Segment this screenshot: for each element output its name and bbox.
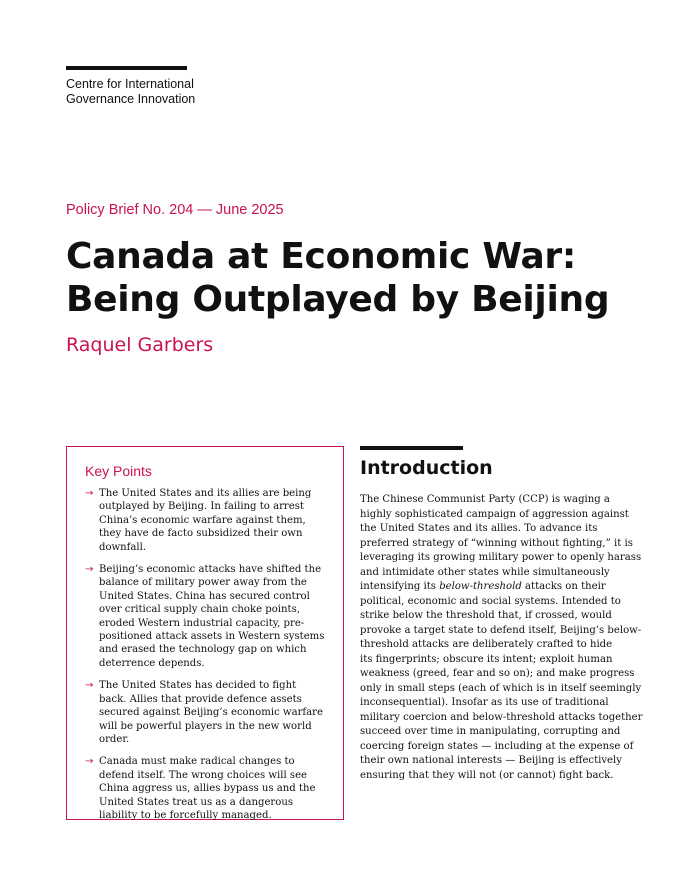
arrow-right-icon: → xyxy=(85,756,94,768)
intro-line: ensuring that they will not (or cannot) fight back. xyxy=(360,769,614,781)
org-name-line-2: Governance Innovation xyxy=(66,92,196,106)
introduction-heading: Introduction xyxy=(360,457,493,479)
intro-fragment: intensifying its xyxy=(360,581,440,592)
intro-line: inconsequential). Insofar as its use of traditional xyxy=(360,697,609,708)
intro-line: weakness (greed, fear and so on); and make progress xyxy=(360,668,635,679)
cigi-logo xyxy=(66,77,195,107)
key-point-item xyxy=(85,563,325,670)
intro-fragment: attacks on their xyxy=(521,581,606,592)
arrow-right-icon: → xyxy=(85,488,94,499)
intro-line: its fingerprints; obscure its intent; exploit human xyxy=(360,653,613,665)
key-points-box xyxy=(66,446,344,820)
page-title xyxy=(66,235,609,321)
intro-line: strike below the threshold that, if crossed, would xyxy=(360,610,612,621)
logo-rule xyxy=(66,66,187,70)
key-point-item xyxy=(85,679,325,746)
key-point-text: Beijing’s economic attacks have shifted the balance of military power away from the United States. China has secured control over critical supply chain choke points, eroded Western industrial capacity, pre-positioned attack assets in Western systems and erased the technology gap on which deterrence depends. xyxy=(99,564,325,669)
emphasized-term: below-threshold xyxy=(439,581,522,592)
key-point-item xyxy=(85,755,325,822)
org-name-line-1: Centre for International xyxy=(66,77,194,91)
key-point-text: The United States has decided to fight back. Allies that provide defence assets secured against Beijing’s economic warfare will be powerful players in the new world order. xyxy=(99,680,323,745)
intro-line: highly sophisticated campaign of aggression against xyxy=(360,508,629,520)
intro-line: only in small steps (each of which is in itself seemingly xyxy=(360,682,642,694)
intro-line: their own national interests — Beijing is effectively xyxy=(360,755,622,766)
intro-line: leveraging its growing military power to openly harass xyxy=(360,552,642,563)
author-name: Raquel Garbers xyxy=(66,334,214,356)
key-point-text: The United States and its allies are being outplayed by Beijing. In failing to arrest China’s economic warfare against them, they have de facto subsidized their own downfall. xyxy=(99,488,312,553)
intro-line: and intimidate other states while simultaneously xyxy=(360,566,610,578)
intro-line: political, economic and social systems. Intended to xyxy=(360,595,621,607)
key-points-heading: Key Points xyxy=(85,463,152,479)
intro-line: military coercion and below-threshold attacks together xyxy=(360,711,643,723)
arrow-right-icon: → xyxy=(85,680,94,692)
intro-line: provoke a target state to defend itself, Beijing’s below- xyxy=(360,624,642,636)
intro-line: coercing foreign states — including at the expense of xyxy=(360,740,634,752)
policy-brief-series: Policy Brief No. 204 — June 2025 xyxy=(66,202,284,218)
title-line-2: Being Outplayed by Beijing xyxy=(66,279,610,320)
introduction-body xyxy=(360,493,643,783)
introduction-rule xyxy=(360,446,463,450)
key-point-item xyxy=(85,487,325,554)
intro-line: preferred strategy of “winning without fighting,” it is xyxy=(360,537,633,549)
title-line-1: Canada at Economic War: xyxy=(66,236,576,277)
key-points-list xyxy=(85,487,325,831)
key-point-text: Canada must make radical changes to defend itself. The wrong choices will see China aggress us, allies bypass us and the United States treat us as a dangerous liability to be forcefully managed. xyxy=(99,756,316,821)
intro-line: The Chinese Communist Party (CCP) is waging a xyxy=(360,494,610,505)
arrow-right-icon: → xyxy=(85,564,94,576)
intro-line-emphasis xyxy=(360,580,612,595)
intro-line: the United States and its allies. To advance its xyxy=(360,523,598,534)
intro-line: succeed over time in manipulating, corrupting and xyxy=(360,726,621,737)
intro-line: threshold attacks are deliberately crafted to hide xyxy=(360,639,613,650)
